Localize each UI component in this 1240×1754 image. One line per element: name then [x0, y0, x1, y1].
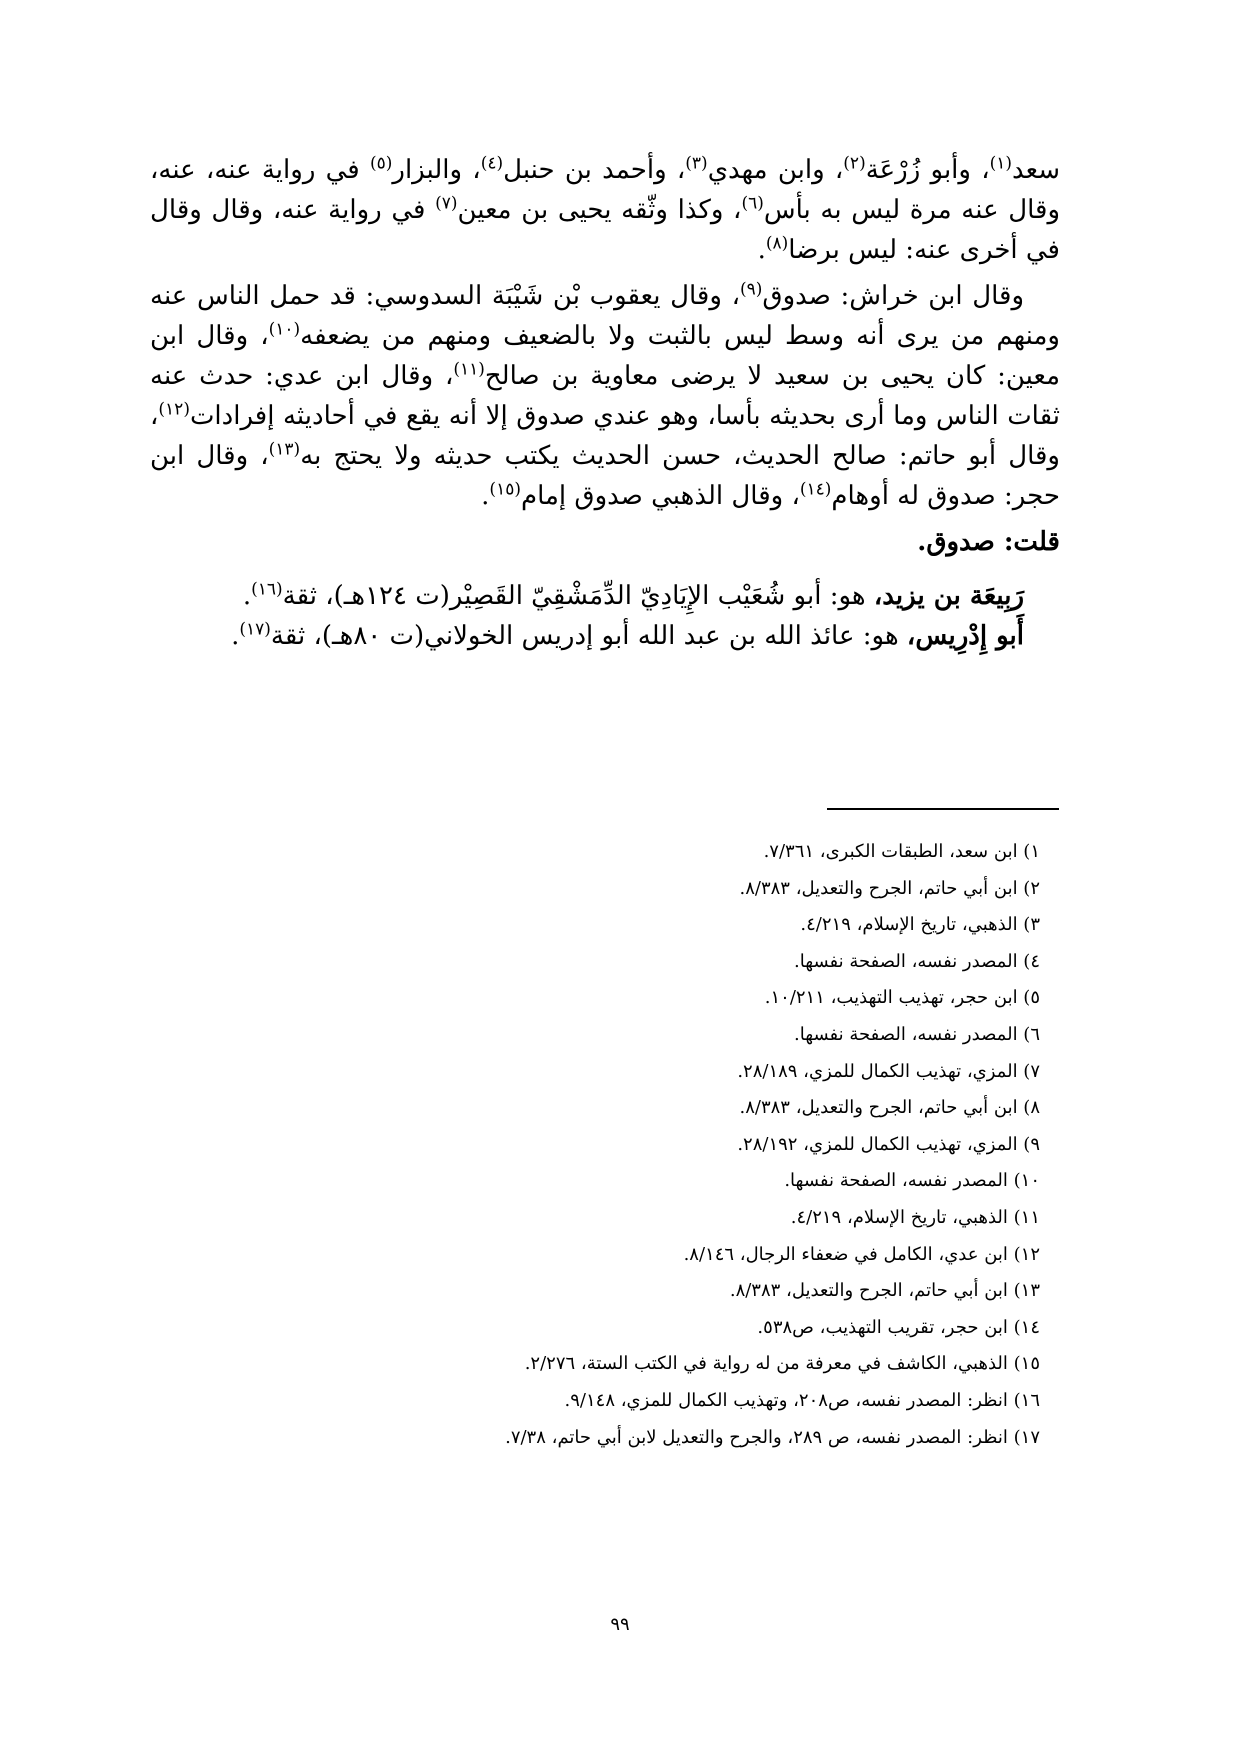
- footnote-item: ٦) المصدر نفسه، الصفحة نفسها.: [793, 1023, 1040, 1045]
- footnote-ref: (١٧): [239, 619, 271, 640]
- footnote-item: ٣) الذهبي، تاريخ الإسلام، ٤/٢١٩.: [800, 914, 1040, 936]
- footnote-item: ١٤) ابن حجر، تقريب التهذيب، ص٥٣٨.: [757, 1316, 1040, 1338]
- narrator-name-2: أَبو إِدْرِيس،: [906, 621, 1024, 652]
- footnote-ref: (١١): [453, 359, 485, 380]
- footnote-item: ٥) ابن حجر، تهذيب التهذيب، ١٠/٢١١.: [764, 987, 1040, 1009]
- footnote-item: ١) ابن سعد، الطبقات الكبرى، ٧/٣٦١.: [763, 841, 1040, 862]
- footnote-ref: (٩): [739, 279, 763, 300]
- footnote-item: ٢) ابن أبي حاتم، الجرح والتعديل، ٨/٣٨٣.: [739, 877, 1040, 899]
- footnote-item: ٩) المزي، تهذيب الكمال للمزي، ٢٨/١٩٢.: [737, 1133, 1040, 1155]
- footnote-ref: (١): [989, 153, 1013, 174]
- footnote-separator: [827, 808, 1059, 810]
- main-text: [150, 150, 1060, 656]
- footnote-ref: (٢): [843, 153, 866, 174]
- footnotes-list: [180, 834, 1040, 1456]
- footnote-item: ١٦) انظر: المصدر نفسه، ص٢٠٨، وتهذيب الكمال للمزي، ٩/١٤٨.: [564, 1389, 1040, 1411]
- paragraph-1: سعد$^{(١)}$، وأبو زُرْعَة$^{(٢)}$، وابن مهدي$^{(٣)}$، وأحمد بن حنبل$^{(٤)}$، والبزار$^{(٥)}$ في رواية عنه، عنه، وقال عنه مرة ليس به بأس$^{(٦)}$، وكذا وثّقه يحيى بن معين$^{(٧)}$ في رواية عنه، وقال وقال في أخرى عنه: ليس برضا$^{(٨)}$.: [150, 153, 1061, 266]
- footnote-ref: (١٦): [251, 579, 283, 600]
- footnote-item: ١١) الذهبي، تاريخ الإسلام، ٤/٢١٩.: [790, 1206, 1040, 1228]
- footnote-ref: (٨): [765, 233, 789, 254]
- verdict-line: قلت: صدوق.: [917, 527, 1060, 558]
- footnote-ref: (١٣): [268, 439, 301, 460]
- footnote-ref: (١٥): [489, 479, 521, 500]
- footnote-item: ١٥) الذهبي، الكاشف في معرفة من له رواية في الكتب الستة، ٢/٢٧٦.: [524, 1353, 1040, 1375]
- footnote-item: ١٢) ابن عدي، الكامل في ضعفاء الرجال، ٨/١٤٦.: [683, 1243, 1040, 1265]
- narrator-entry-2: [150, 616, 1060, 656]
- narrator-desc-2: هو: عائذ الله بن عبد الله أبو إدريس الخولاني(ت ٨٠هـ)، ثقة$^{(١٧)}$.: [231, 619, 899, 652]
- footnote-item: ٧) المزي، تهذيب الكمال للمزي، ٢٨/١٨٩.: [737, 1060, 1040, 1082]
- footnote-item: ١٠) المصدر نفسه، الصفحة نفسها.: [784, 1170, 1040, 1192]
- footnote-ref: (٤): [480, 153, 504, 174]
- footnote-item: ٤) المصدر نفسه، الصفحة نفسها.: [793, 950, 1040, 972]
- narrator-name-1: رَبِيعَة بن يزيد،: [873, 581, 1024, 612]
- footnote-ref: (١٤): [799, 479, 832, 500]
- footnote-ref: (١٢): [158, 399, 190, 420]
- footnote-ref: (٥): [369, 153, 393, 174]
- footnote-ref: (٣): [685, 153, 708, 174]
- paragraph-2: وقال ابن خراش: صدوق$^{(٩)}$، وقال يعقوب بْن شَيْبَة السدوسي: قد حمل الناس عنه ومنهم من يرى أنه وسط ليس بالثبت ولا بالضعيف ومنهم من يضعفه$^{(١٠)}$، وقال ابن معين: كان يحيى بن سعيد لا يرضى معاوية بن صالح$^{(١١)}$، وقال ابن عدي: حدث عنه ثقات الناس وما أرى بحديثه بأسا، وهو عندي صدوق إلا أنه يقع في أحاديثه إفرادات$^{(١٢)}$، وقال أبو حاتم: صالح الحديث، حسن الحديث يكتب حديثه ولا يحتج به$^{(١٣)}$، وقال ابن حجر: صدوق له أوهام$^{(١٤)}$، وقال الذهبي صدوق إمام$^{(١٥)}$.: [150, 279, 1060, 512]
- page-number: ٩٩: [610, 1614, 630, 1635]
- footnote-item: ٨) ابن أبي حاتم، الجرح والتعديل، ٨/٣٨٣.: [739, 1097, 1040, 1119]
- footnote-ref: (٧): [435, 193, 458, 214]
- footnote-item: ١٣) ابن أبي حاتم، الجرح والتعديل، ٨/٣٨٣.: [729, 1280, 1040, 1302]
- narrator-desc-1: هو: أبو شُعَيْب الإِيَادِيّ الدِّمَشْقِيّ القَصِيْر(ت ١٢٤هـ)، ثقة$^{(١٦)}$.: [242, 579, 866, 612]
- footnote-ref: (٦): [741, 193, 764, 214]
- footnote-item: ١٧) انظر: المصدر نفسه، ص ٢٨٩، والجرح والتعديل لابن أبي حاتم، ٧/٣٨.: [505, 1426, 1040, 1448]
- footnote-ref: (١٠): [268, 319, 301, 340]
- narrator-entry-1: [150, 576, 1060, 616]
